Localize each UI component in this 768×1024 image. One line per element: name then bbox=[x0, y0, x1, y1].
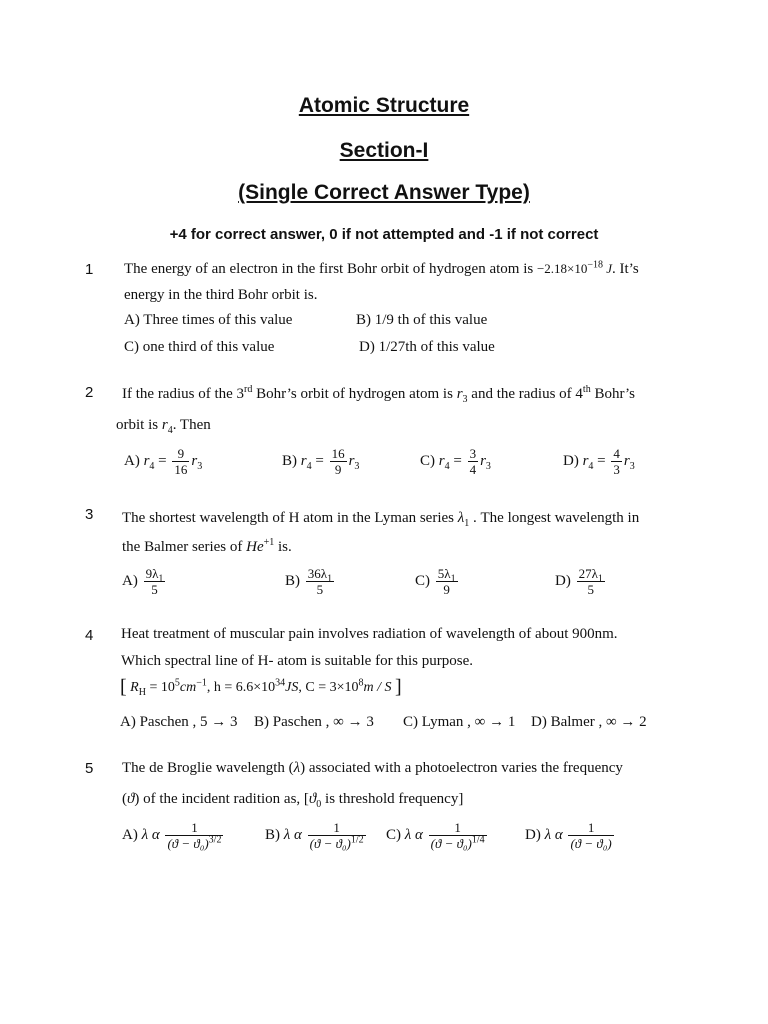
option-b[interactable]: B) 1/9 th of this value bbox=[356, 312, 488, 328]
given-constants: [ $R_H = 10^5cm^{-1}$, $h = 6.6\times 10^{34}JS$, $C = 3\times 10^8m / S$ ] bbox=[120, 676, 402, 698]
option-a[interactable]: A) $\frac{9\lambda_1}{5}$ bbox=[122, 566, 164, 597]
question-text bbox=[124, 259, 639, 279]
question-text-line2: Which spectral line of H- atom is suitable for this purpose. bbox=[121, 653, 473, 669]
option-b[interactable]: B) Paschen , ∞ → 3 bbox=[254, 714, 374, 730]
marking-scheme: +4 for correct answer, 0 if not attempted and -1 if not correct bbox=[169, 226, 599, 243]
question-text-part: . It’s bbox=[612, 261, 639, 277]
option-d[interactable]: D) $r_4$ = $\frac{4}{3}$ $r_3$ bbox=[563, 446, 635, 477]
question-number: 1 bbox=[85, 261, 94, 278]
question-text-line2: the Balmer series of $He^{+1}$ is. bbox=[122, 537, 292, 555]
option-c[interactable]: C) $\frac{5\lambda_1}{9}$ bbox=[415, 566, 456, 597]
question-text-line2: energy in the third Bohr orbit is. bbox=[124, 287, 318, 303]
option-c[interactable]: C) $r_4$ = $\frac{3}{4}$ $r_3$ bbox=[420, 446, 491, 477]
question-number: 5 bbox=[85, 760, 94, 777]
option-c[interactable]: C) one third of this value bbox=[124, 339, 275, 355]
question-type-heading: (Single Correct Answer Type) bbox=[238, 181, 530, 204]
question-number: 4 bbox=[85, 627, 94, 644]
option-b[interactable]: B) $\frac{36\lambda_1}{5}$ bbox=[285, 566, 333, 597]
option-a[interactable]: A) Paschen , 5 → 3 bbox=[120, 714, 238, 730]
option-a[interactable]: A) λ α $\frac{1}{(ϑ - ϑ_0)^{3/2}}$ bbox=[122, 820, 222, 851]
option-a[interactable]: A) $r_4$ = $\frac{9}{16}$ $r_3$ bbox=[124, 446, 203, 477]
question-number: 2 bbox=[85, 384, 94, 401]
energy-value: $-2.18\times 10^{-18}$ J bbox=[536, 259, 613, 276]
option-d[interactable]: D) 1/27th of this value bbox=[359, 339, 495, 355]
question-text: The de Broglie wavelength (λ) associated with a photoelectron varies the frequency bbox=[122, 760, 623, 776]
option-b[interactable]: B) $r_4$ = $\frac{16}{9}$ $r_3$ bbox=[282, 446, 360, 477]
option-d[interactable]: D) Balmer , ∞ → 2 bbox=[531, 714, 647, 730]
question-text: If the radius of the 3rd Bohr’s orbit of hydrogen atom is $r_3$ and the radius of 4th Bohr’s bbox=[122, 384, 636, 405]
question-text-part: The energy of an electron in the first Bohr orbit of hydrogen atom is bbox=[124, 261, 534, 277]
option-a[interactable]: A) Three times of this value bbox=[124, 312, 293, 328]
section-heading: Section-I bbox=[339, 139, 429, 162]
question-text: The shortest wavelength of H atom in the Lyman series $\lambda_1$ . The longest wavelength in bbox=[122, 510, 640, 529]
question-text-line2: orbit is $r_4$. Then bbox=[116, 417, 211, 436]
option-c[interactable]: C) Lyman , ∞ → 1 bbox=[403, 714, 516, 730]
question-text: Heat treatment of muscular pain involves radiation of wavelength of about 900nm. bbox=[121, 626, 618, 642]
option-d[interactable]: D) $\frac{27\lambda_1}{5}$ bbox=[555, 566, 603, 597]
document-title: Atomic Structure bbox=[298, 94, 470, 117]
question-text-line2: (ϑ) of the incident radition as, [$ϑ_0$ is threshold frequency] bbox=[122, 791, 464, 810]
option-b[interactable]: B) λ α $\frac{1}{(ϑ - ϑ_0)^{1/2}}$ bbox=[265, 820, 364, 851]
option-c[interactable]: C) λ α $\frac{1}{(ϑ - ϑ_0)^{1/4}}$ bbox=[386, 820, 485, 851]
option-d[interactable]: D) λ α $\frac{1}{\text{(ϑ − ϑ₀)}}$ bbox=[525, 820, 612, 851]
question-number: 3 bbox=[85, 506, 94, 523]
